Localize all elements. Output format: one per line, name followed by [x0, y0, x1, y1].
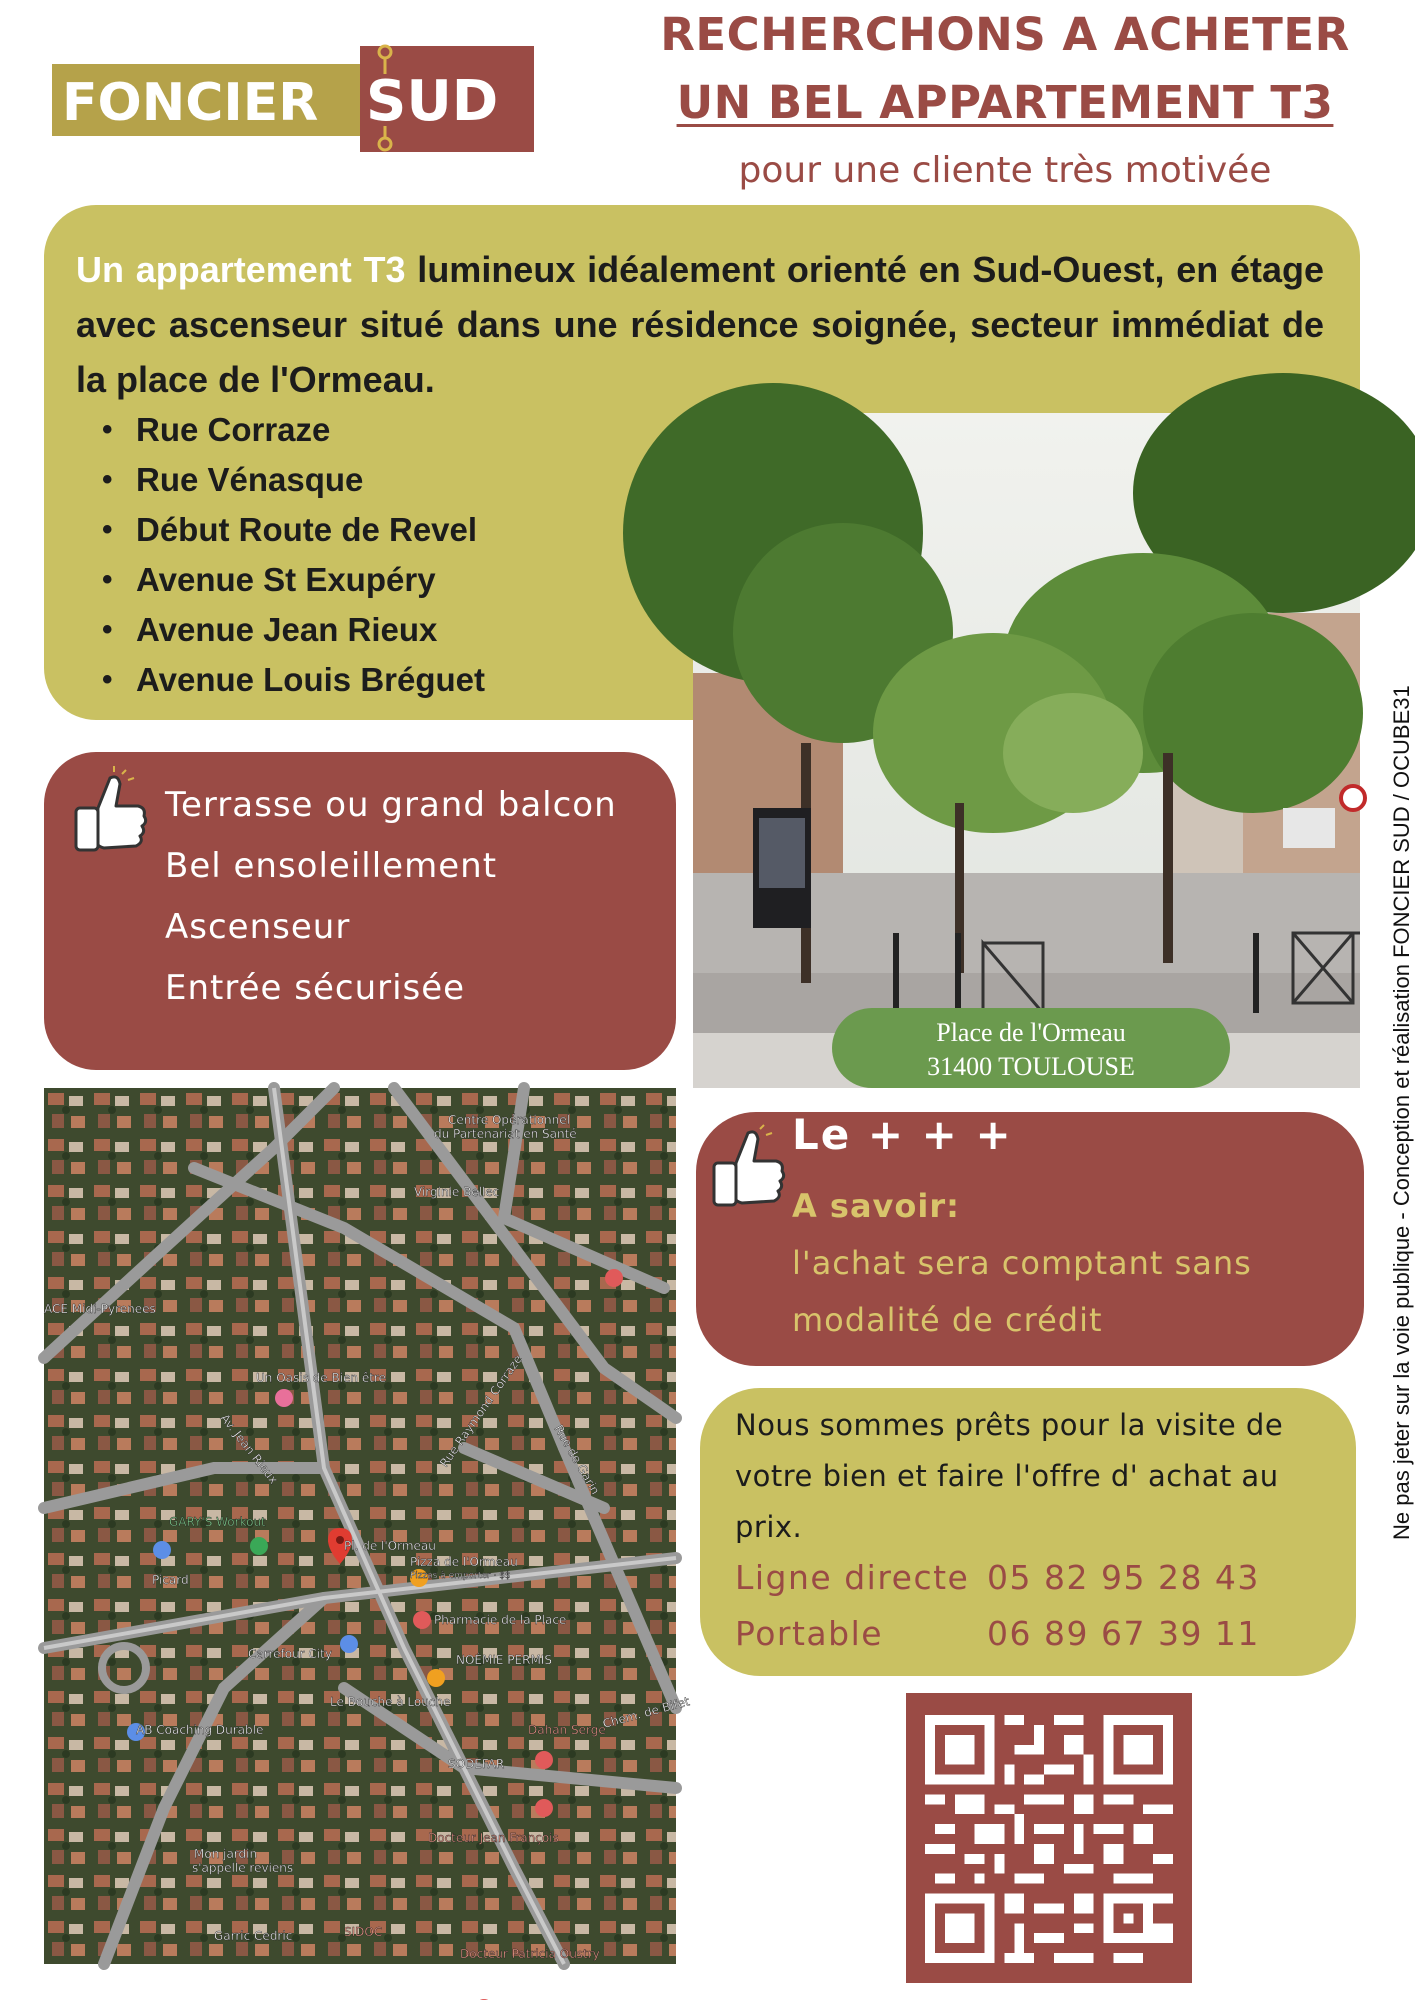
- bonus-title: Le + + +: [792, 1110, 1013, 1159]
- map-label: du Partenariat en Santé: [434, 1127, 577, 1141]
- place-ormeau-photo: [693, 413, 1360, 1088]
- description-lead: Un appartement T3: [76, 249, 406, 290]
- mobile-label: Portable: [735, 1614, 884, 1653]
- legal-side-note: Ne pas jeter sur la voie publique - Conception et réalisation FONCIER SUD / OCUBE31: [1389, 685, 1414, 1540]
- description-body: lumineux idéalement orienté en Sud-Ouest, en étage avec ascenseur situé dans une résidence soignée, secteur immédiat de la place de l'Ormeau.: [76, 249, 1324, 400]
- map-label: Pharmacie de la Place: [434, 1613, 567, 1627]
- map-label: Un Oasis de Bien être: [256, 1371, 386, 1385]
- map-label: Pizza de l'Ormeau: [410, 1555, 518, 1569]
- headline-subtitle: pour une cliente très motivée: [738, 150, 1272, 191]
- map-label: Av. Jean Rieux: [217, 1411, 281, 1487]
- map-label: Rue Raymond Corraze: [436, 1352, 526, 1470]
- map-label: Virginie Bellec: [414, 1185, 500, 1199]
- map-label: Carrefour City: [248, 1647, 332, 1661]
- direct-line-row: [735, 1558, 1260, 1597]
- map-label: SODEFAR: [448, 1757, 505, 1771]
- bonus-heading: A savoir:: [792, 1187, 960, 1225]
- direct-line-label: Ligne directe: [735, 1558, 970, 1597]
- foncier-sud-logo: [52, 42, 534, 152]
- map-label: Chem. de Bifet: [601, 1694, 692, 1731]
- street-list: [96, 405, 676, 705]
- contact-message: Nous sommes prêts pour la visite de votre bien et faire l'offre d' achat au prix.: [735, 1408, 1284, 1544]
- map-label: GARY'S Workout: [169, 1515, 266, 1529]
- map-label: Docteur Jean François: [428, 1831, 559, 1845]
- thumbs-up-icon: [708, 1125, 788, 1215]
- map-label: SIDOC: [344, 1925, 383, 1939]
- map-label: Centre Opérationnel: [448, 1113, 570, 1127]
- map-label: ACE Midi-Pyrenees: [44, 1302, 156, 1316]
- map-label: Rue de Garin: [551, 1422, 603, 1498]
- street-item: • Rue Vénasque: [96, 455, 676, 505]
- bonus-line: modalité de crédit: [792, 1301, 1103, 1339]
- feature-item: Ascenseur: [165, 907, 351, 947]
- thumbs-up-icon: [70, 770, 150, 860]
- mobile-row: [735, 1614, 1260, 1653]
- photo-caption: [832, 1008, 1230, 1088]
- map-label: Picard: [152, 1573, 189, 1587]
- property-description: [76, 242, 1324, 407]
- headline-line-1: RECHERCHONS A ACHETER: [660, 8, 1350, 61]
- direct-line-number[interactable]: 05 82 95 28 43: [987, 1558, 1260, 1597]
- map-label: Pizzas à emporter · $$: [410, 1571, 511, 1581]
- photo-caption-city: 31400 TOULOUSE: [927, 1052, 1135, 1081]
- street-item: • Début Route de Revel: [96, 505, 676, 555]
- map-label: Mon jardin: [194, 1847, 258, 1861]
- feature-item: Entrée sécurisée: [165, 968, 466, 1008]
- mobile-number[interactable]: 06 89 67 39 11: [987, 1614, 1260, 1653]
- street-item: • Avenue Louis Bréguet: [96, 655, 676, 705]
- map-label: Pl. de l'Ormeau: [344, 1539, 436, 1553]
- map-label: Dahan Serge: [528, 1723, 606, 1737]
- logo-word-sud: SUD: [366, 69, 499, 134]
- street-item: • Avenue Jean Rieux: [96, 605, 676, 655]
- map-label: NOÉMIE PERMIS: [456, 1653, 552, 1667]
- logo-word-foncier: FONCIER: [62, 73, 319, 133]
- street-item: • Avenue St Exupéry: [96, 555, 676, 605]
- map-label: Docteur Patricia Oustry: [460, 1947, 600, 1961]
- feature-list: [165, 775, 665, 1019]
- photo-caption-place: Place de l'Ormeau: [936, 1018, 1126, 1047]
- headline-line-2: UN BEL APPARTEMENT T3: [676, 76, 1334, 129]
- map-label: Garric Cedric: [214, 1929, 293, 1943]
- qr-code-icon[interactable]: [925, 1713, 1173, 1965]
- map-label: AB Coaching Durable: [136, 1723, 264, 1737]
- map-label: s'appelle reviens: [192, 1861, 294, 1875]
- street-item: • Rue Corraze: [96, 405, 676, 455]
- neighborhood-map: [44, 1088, 692, 1964]
- bonus-text: [792, 1178, 1352, 1349]
- feature-item: Terrasse ou grand balcon: [165, 785, 617, 825]
- bonus-line: l'achat sera comptant sans: [792, 1244, 1252, 1282]
- feature-item: Bel ensoleillement: [165, 846, 498, 886]
- map-label: Le Bouche à Louche: [330, 1695, 451, 1709]
